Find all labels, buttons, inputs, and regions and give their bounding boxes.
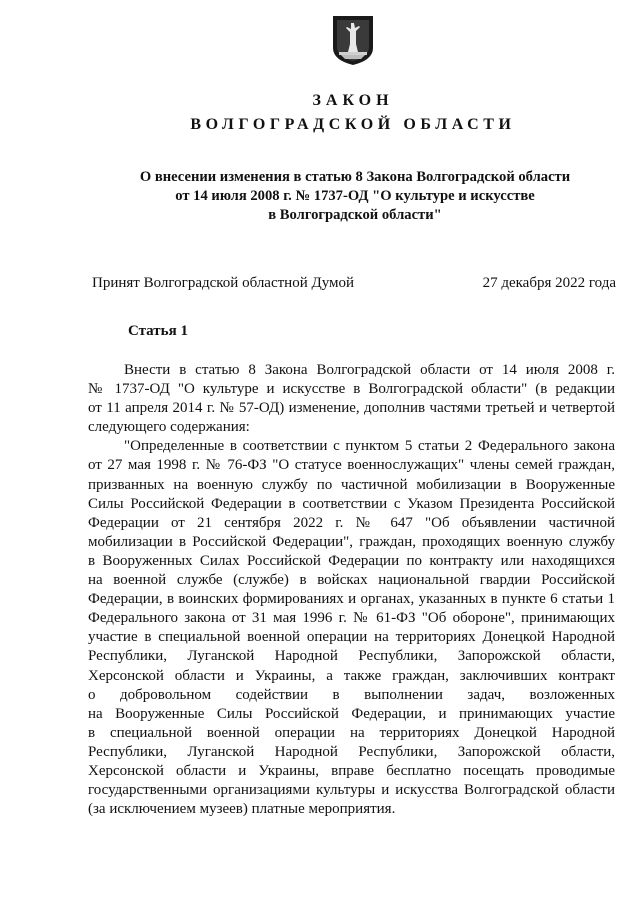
body-line: на Вооруженные Силы Российской Федерации, и принимающих участие <box>88 705 615 722</box>
coat-of-arms-icon <box>331 14 375 66</box>
body-line: от 27 мая 1998 г. № 76-ФЗ "О статусе военнослужащих" члены семей граждан, <box>88 457 615 474</box>
body-line: Херсонской области и Украины, а также граждан, заключивших контракт <box>88 667 615 684</box>
body-line: Федерации, в воинских формированиях и органах, указанных в пункте 6 статьи 1 <box>88 591 615 608</box>
body-line: о добровольном содействии в выполнении задач, возложенных <box>88 686 615 703</box>
body-line: Республики, Луганской Народной Республики, Запорожской области, <box>88 743 615 760</box>
subject-line: от 14 июля 2008 г. № 1737-ОД "О культуре и искусстве <box>175 188 535 204</box>
subject-line: О внесении изменения в статью 8 Закона Волгоградской области <box>139 169 571 185</box>
article-title: Статья 1 <box>128 323 188 339</box>
body-line: в специальной военной операции на территориях Донецкой Народной <box>88 724 615 741</box>
body-line: на военной службе (службе) в войсках национальной гвардии Российской <box>88 572 615 589</box>
body-line: в Вооруженных Силах Российской Федерации по контракту или находящихся <box>88 552 615 569</box>
body-line: (за исключением музеев) платные мероприятия. <box>88 801 396 818</box>
body-line: Херсонской области и Украины, вправе бесплатно посещать проводимые <box>88 762 615 779</box>
body-line: участие в специальной военной операции на территориях Донецкой Народной <box>88 629 615 646</box>
body-line: Силы Российской Федерации в соответствии с Указом Президента Российской <box>88 495 615 512</box>
body-line: "Определенные в соответствии с пунктом 5 статьи 2 Федерального закона <box>124 438 615 455</box>
law-subject <box>100 168 610 225</box>
body-line: Внести в статью 8 Закона Волгоградской области от 14 июля 2008 г. <box>124 362 615 378</box>
article-body <box>88 361 615 819</box>
adopted-date: 27 декабря 2022 года <box>482 275 616 291</box>
body-line: мобилизации в Российской Федерации", граждан, проходящих военную службу <box>88 533 615 550</box>
law-heading: ЗАКОН <box>312 92 394 109</box>
body-line: Федерации от 21 сентября 2022 г. № 647 "Об объявлении частичной <box>88 514 615 531</box>
body-line: Республики, Луганской Народной Республики, Запорожской области, <box>88 648 615 665</box>
region-heading: ВОЛГОГРАДСКОЙ ОБЛАСТИ <box>190 116 516 133</box>
body-line: от 11 апреля 2014 г. № 57-ОД) изменение, дополнив частями третьей и четвертой <box>88 400 615 417</box>
body-line: Федерального закона от 31 мая 1996 г. № 61-ФЗ "Об обороне", принимающих <box>88 610 615 627</box>
adopted-by: Принят Волгоградской областной Думой <box>92 275 355 291</box>
body-line: призванных на военную службу по частичной мобилизации в Вооруженные <box>88 476 615 493</box>
body-line: государственными организациями культуры и искусства Волгоградской области <box>88 782 615 799</box>
subject-line: в Волгоградской области" <box>268 207 442 223</box>
body-line: № 1737-ОД "О культуре и искусстве в Волгоградской области" (в редакции <box>88 381 615 398</box>
body-line: следующего содержания: <box>88 419 250 436</box>
